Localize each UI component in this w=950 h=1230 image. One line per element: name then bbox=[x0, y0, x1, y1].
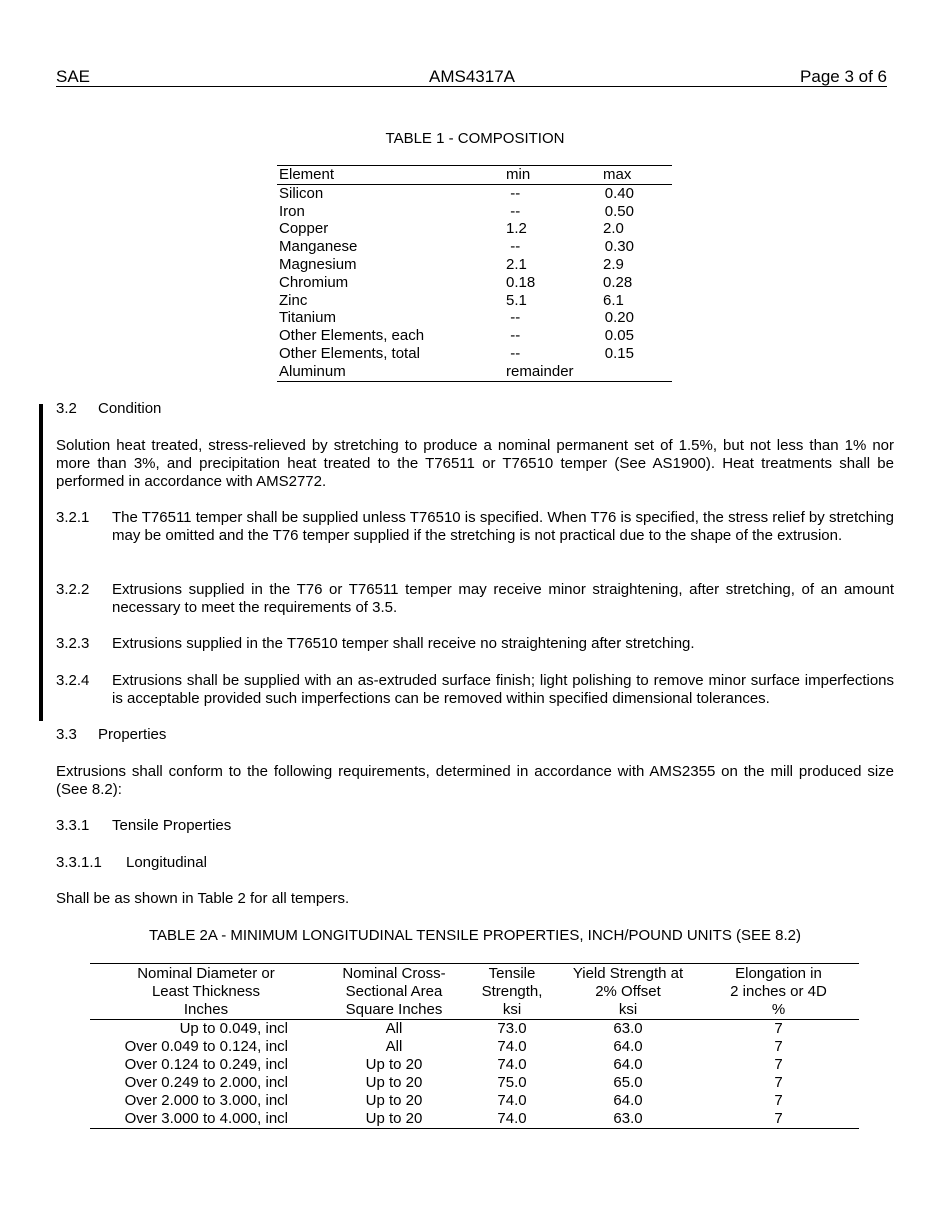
table-cell: 0.05 bbox=[604, 327, 634, 345]
paragraph: Solution heat treated, stress-relieved by stretching to produce a nominal permanent set of 1.5%, but not less than 1% nor more than 3%, and precipitation heat treated to the T76511 or T76510 temper (See AS1900). Heat treatments shall be performed in accordance with AMS2772. bbox=[56, 437, 894, 490]
table-cell: 2.9 bbox=[603, 255, 624, 273]
table-cell: -- bbox=[510, 344, 521, 362]
table-cell: 5.1 bbox=[506, 291, 527, 309]
paragraph: Extrusions shall conform to the following requirements, determined in accordance with AMS2355 on the mill produced size (See 8.2): bbox=[56, 763, 894, 798]
section-number: 3.2.4 bbox=[56, 672, 90, 689]
paragraph: Extrusions shall be supplied with an as-extruded surface finish; light polishing to remove minor surface imperfections is acceptable provided such imperfections can be removed within specified dimensional tolerances. bbox=[112, 672, 894, 707]
composition-table bbox=[277, 165, 672, 382]
table-row bbox=[90, 1110, 859, 1128]
table-cell: All bbox=[385, 1038, 403, 1055]
table-cell: 0.30 bbox=[604, 238, 634, 256]
table-cell: 7 bbox=[774, 1056, 783, 1073]
paragraph: The T76511 temper shall be supplied unless T76510 is specified. When T76 is specified, the stress relief by stretching may be omitted and the T76 temper supplied if the stretching is not practical due to the shape of the extrusion. bbox=[112, 509, 894, 544]
table-cell: Up to 20 bbox=[365, 1110, 423, 1127]
table-cell: -- bbox=[510, 309, 521, 327]
table-row bbox=[277, 309, 672, 327]
header-doc-org: SAE bbox=[56, 67, 91, 86]
column-header: Elongation in 2 inches or 4D % bbox=[730, 965, 827, 1018]
column-header: Element bbox=[279, 166, 335, 183]
table-row bbox=[90, 1092, 859, 1110]
table-cell: Up to 20 bbox=[365, 1074, 423, 1091]
table2-title: TABLE 2A - MINIMUM LONGITUDINAL TENSILE PROPERTIES, INCH/POUND UNITS (SEE 8.2) bbox=[148, 927, 802, 944]
table-cell: 0.15 bbox=[604, 344, 634, 362]
section-title: Properties bbox=[98, 726, 167, 743]
table-cell: 0.40 bbox=[604, 184, 634, 202]
section-number: 3.3.1 bbox=[56, 817, 90, 834]
table-row bbox=[277, 274, 672, 292]
table-cell: 0.50 bbox=[604, 202, 634, 220]
paragraph: Extrusions supplied in the T76510 temper shall receive no straightening after stretching. bbox=[112, 635, 695, 652]
column-header: Yield Strength at 2% Offset ksi bbox=[572, 965, 684, 1018]
table-cell: 1.2 bbox=[506, 220, 527, 238]
table-cell: 2.1 bbox=[506, 255, 527, 273]
table-cell: Zinc bbox=[279, 291, 308, 309]
paragraph: Extrusions supplied in the T76 or T76511 temper may receive minor straightening, after stretching, of an amount necessary to meet the requirements of 3.5. bbox=[112, 581, 894, 616]
table-cell: Up to 20 bbox=[365, 1056, 423, 1073]
table-cell: 64.0 bbox=[613, 1092, 643, 1109]
header-rule bbox=[56, 86, 887, 87]
table-cell: Silicon bbox=[279, 184, 324, 202]
table-cell: remainder bbox=[506, 362, 574, 380]
table-cell: Over 0.124 to 0.249, incl bbox=[124, 1056, 288, 1073]
table-cell: 75.0 bbox=[497, 1074, 527, 1091]
table-row bbox=[277, 238, 672, 256]
tensile-properties-table bbox=[90, 963, 859, 1129]
column-header: max bbox=[603, 166, 632, 183]
table-row bbox=[90, 1074, 859, 1092]
header-page-number: Page 3 of 6 bbox=[800, 67, 887, 86]
table-cell: Aluminum bbox=[279, 362, 346, 380]
section-number: 3.3 bbox=[56, 726, 77, 743]
section-number: 3.2.2 bbox=[56, 581, 90, 598]
table-body bbox=[277, 185, 672, 381]
table-header-row bbox=[277, 166, 672, 185]
column-header: Tensile Strength, ksi bbox=[481, 965, 543, 1018]
table-cell: 7 bbox=[774, 1110, 783, 1127]
table-cell: 63.0 bbox=[613, 1110, 643, 1127]
section-title: Tensile Properties bbox=[112, 817, 232, 834]
section-number: 3.2 bbox=[56, 400, 77, 417]
table-cell: Manganese bbox=[279, 238, 358, 256]
table-row bbox=[277, 185, 672, 203]
column-header: Nominal Diameter or Least Thickness Inches bbox=[137, 965, 275, 1018]
table-row bbox=[277, 363, 672, 381]
table-cell: 64.0 bbox=[613, 1056, 643, 1073]
table-cell: Titanium bbox=[279, 309, 336, 327]
table-cell: -- bbox=[510, 184, 521, 202]
table-cell: Over 0.049 to 0.124, incl bbox=[124, 1038, 288, 1055]
table-cell: Other Elements, each bbox=[279, 327, 425, 345]
table-cell: Up to 0.049, incl bbox=[179, 1020, 288, 1037]
table-cell: 7 bbox=[774, 1020, 783, 1037]
table1-title: TABLE 1 - COMPOSITION bbox=[385, 130, 565, 147]
table-cell: Chromium bbox=[279, 273, 349, 291]
table-cell: 0.20 bbox=[604, 309, 634, 327]
table-row bbox=[277, 256, 672, 274]
table-cell: 74.0 bbox=[497, 1092, 527, 1109]
section-number: 3.3.1.1 bbox=[56, 854, 102, 871]
table-cell: 2.0 bbox=[603, 220, 624, 238]
table-cell: 73.0 bbox=[497, 1020, 527, 1037]
table-cell: Iron bbox=[279, 202, 305, 220]
table-cell: 7 bbox=[774, 1092, 783, 1109]
table-cell: -- bbox=[510, 327, 521, 345]
table-row bbox=[277, 327, 672, 345]
table-cell: 7 bbox=[774, 1038, 783, 1055]
header-doc-number: AMS4317A bbox=[429, 67, 515, 86]
table-cell: Magnesium bbox=[279, 255, 357, 273]
table-cell: 63.0 bbox=[613, 1020, 643, 1037]
table-cell: Over 0.249 to 2.000, incl bbox=[124, 1074, 288, 1091]
table-cell: 74.0 bbox=[497, 1038, 527, 1055]
section-title: Condition bbox=[98, 400, 162, 417]
column-header: Nominal Cross- Sectional Area Square Inches bbox=[342, 965, 446, 1018]
table-header-row bbox=[90, 964, 859, 1020]
table-cell: -- bbox=[510, 238, 521, 256]
table-cell: 65.0 bbox=[613, 1074, 643, 1091]
section-title: Longitudinal bbox=[126, 854, 207, 871]
table-cell: Over 3.000 to 4.000, incl bbox=[124, 1110, 288, 1127]
table-cell: -- bbox=[510, 202, 521, 220]
table-cell: All bbox=[385, 1020, 403, 1037]
table-cell: Up to 20 bbox=[365, 1092, 423, 1109]
table-cell: Copper bbox=[279, 220, 329, 238]
table-row bbox=[277, 345, 672, 363]
table-cell: 0.18 bbox=[506, 273, 536, 291]
table-cell: Other Elements, total bbox=[279, 344, 420, 362]
paragraph: Shall be as shown in Table 2 for all tempers. bbox=[56, 890, 350, 907]
table-cell: 6.1 bbox=[603, 291, 624, 309]
table-row bbox=[277, 292, 672, 310]
column-header: min bbox=[506, 166, 531, 183]
table-row bbox=[90, 1020, 859, 1038]
table-row bbox=[90, 1056, 859, 1074]
table-row bbox=[277, 220, 672, 238]
section-number: 3.2.3 bbox=[56, 635, 90, 652]
table-cell: 74.0 bbox=[497, 1056, 527, 1073]
table-cell: 0.28 bbox=[603, 273, 633, 291]
table-cell bbox=[603, 363, 672, 381]
revision-change-bar bbox=[39, 404, 43, 721]
table-cell: 7 bbox=[774, 1074, 783, 1091]
table-body bbox=[90, 1020, 859, 1128]
table-cell: 64.0 bbox=[613, 1038, 643, 1055]
table-cell: 74.0 bbox=[497, 1110, 527, 1127]
table-row bbox=[90, 1038, 859, 1056]
section-number: 3.2.1 bbox=[56, 509, 90, 526]
table-cell: Over 2.000 to 3.000, incl bbox=[124, 1092, 288, 1109]
table-row bbox=[277, 203, 672, 221]
